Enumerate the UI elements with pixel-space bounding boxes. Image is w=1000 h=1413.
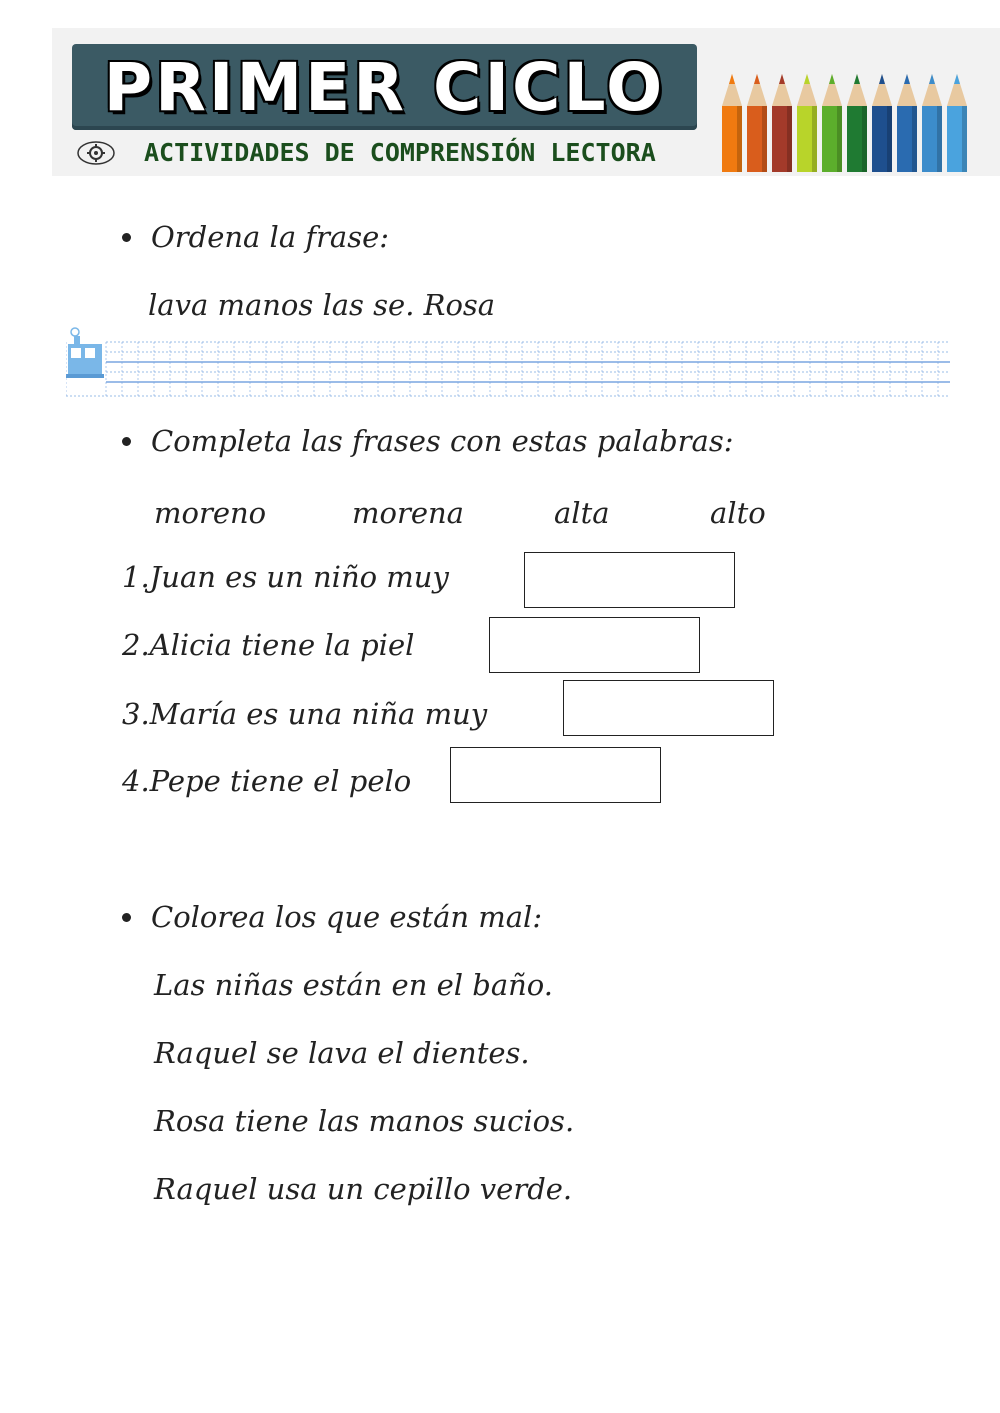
question-3 xyxy=(122,697,487,731)
question-text: María es una niña muy xyxy=(149,697,488,731)
pencil-icon xyxy=(722,74,742,172)
instruction-complete xyxy=(122,424,733,458)
train-icon xyxy=(66,328,104,378)
question-4 xyxy=(122,764,411,798)
sentence-item[interactable]: Las niñas están en el baño. xyxy=(154,968,553,1002)
sentence-item[interactable]: Raquel se lava el dientes. xyxy=(154,1036,530,1070)
colored-pencils-icon xyxy=(720,66,990,174)
answer-box-1[interactable] xyxy=(524,552,735,608)
question-text: Juan es un niño muy xyxy=(149,560,449,594)
bullet-icon xyxy=(122,233,131,242)
question-text: Pepe tiene el pelo xyxy=(149,764,412,798)
question-number: 2. xyxy=(122,628,150,662)
scrambled-sentence: lava manos las se. Rosa xyxy=(148,288,496,322)
pencil-icon xyxy=(822,74,842,172)
header-banner xyxy=(52,28,1000,176)
instruction-order-text: Ordena la frase: xyxy=(151,220,390,254)
bullet-icon xyxy=(122,437,131,446)
answer-box-2[interactable] xyxy=(489,617,700,673)
word-option: morena xyxy=(352,496,464,530)
pencil-icon xyxy=(847,74,867,172)
pencil-icon xyxy=(797,74,817,172)
word-option: alto xyxy=(710,496,766,530)
page-subtitle: ACTIVIDADES DE COMPRENSIÓN LECTORA xyxy=(144,138,656,167)
gear-logo-icon xyxy=(76,140,116,166)
question-text: Alicia tiene la piel xyxy=(149,628,415,662)
title-box xyxy=(72,44,697,130)
instruction-color xyxy=(122,900,542,934)
answer-box-4[interactable] xyxy=(450,747,661,803)
instruction-color-text: Colorea los que están mal: xyxy=(151,900,543,934)
question-number: 4. xyxy=(122,764,150,798)
instruction-order xyxy=(122,220,389,254)
question-2 xyxy=(122,628,414,662)
pencil-icon xyxy=(922,74,942,172)
writing-lines-area[interactable] xyxy=(66,324,950,400)
question-number: 3. xyxy=(122,697,150,731)
bullet-icon xyxy=(122,913,131,922)
pencil-icon xyxy=(897,74,917,172)
answer-box-3[interactable] xyxy=(563,680,774,736)
question-number: 1. xyxy=(122,560,150,594)
question-1 xyxy=(122,560,449,594)
word-option: alta xyxy=(554,496,610,530)
sentence-item[interactable]: Rosa tiene las manos sucios. xyxy=(154,1104,575,1138)
pencil-icon xyxy=(772,74,792,172)
page-title: PRIMER CICLO xyxy=(103,48,666,126)
instruction-complete-text: Completa las frases con estas palabras: xyxy=(151,424,734,458)
pencil-icon xyxy=(872,74,892,172)
sentence-item[interactable]: Raquel usa un cepillo verde. xyxy=(154,1172,573,1206)
word-option: moreno xyxy=(154,496,267,530)
pencil-icon xyxy=(747,74,767,172)
pencil-icon xyxy=(947,74,967,172)
